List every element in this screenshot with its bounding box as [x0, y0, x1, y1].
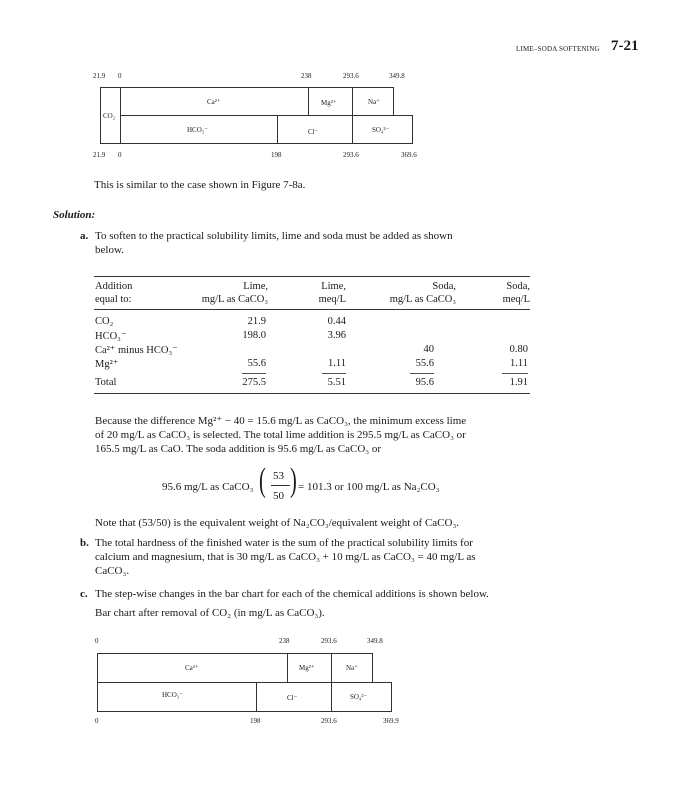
- equation-right: = 101.3 or 100 mg/L as Na₂CO₃: [298, 481, 440, 493]
- table-header: Soda,: [506, 281, 530, 292]
- sum-rule: [502, 373, 528, 374]
- row-cell: 198.0: [242, 330, 266, 341]
- chart2-hco3-cl-divider: [256, 682, 257, 712]
- row-label: HCO₃⁻: [95, 331, 127, 342]
- row-cell: 5.51: [327, 377, 346, 388]
- table-header: Lime,: [243, 281, 268, 292]
- table-header: equal to:: [95, 294, 132, 305]
- chart2-mg-label: Mg²⁺: [299, 664, 315, 672]
- chart1-top-tick: 0: [118, 72, 122, 80]
- table-header: Addition: [95, 281, 133, 292]
- chart2-bottom-tick: 293.6: [321, 717, 337, 725]
- equation-paren-open: (: [259, 462, 266, 499]
- row-label: Mg²⁺: [95, 359, 119, 370]
- row-cell: 21.9: [247, 316, 266, 327]
- table-bottom-rule: [94, 393, 530, 394]
- row-cell: 3.96: [327, 330, 346, 341]
- table-header-rule: [94, 309, 530, 310]
- chart2-top-tick: 349.8: [367, 637, 383, 645]
- diff-para-line: 165.5 mg/L as CaO. The soda addition is 95.6 mg/L as CaCO₃ or: [95, 443, 382, 455]
- equation-fraction-bar: [271, 485, 290, 486]
- chart1-top-tick: 349.8: [389, 72, 405, 80]
- chart1-na-label: Na⁺: [368, 98, 380, 106]
- chart1-bottom-tick: 369.6: [401, 151, 417, 159]
- chart1-cl-so4-divider: [352, 115, 353, 144]
- chart2-anion-bar: [97, 682, 392, 712]
- chart1-hco3-cl-divider: [277, 115, 278, 144]
- table-header: meq/L: [502, 294, 530, 305]
- chart2-cl-label: Cl⁻: [287, 694, 298, 702]
- solution-heading: Solution:: [53, 209, 96, 221]
- part-a-line: To soften to the practical solubility limits, lime and soda must be added as shown: [95, 230, 453, 242]
- chart1-bottom-tick: 198: [271, 151, 282, 159]
- part-b-line: calcium and magnesium, that is 30 mg/L as CaCO₃ + 10 mg/L as CaCO₃ = 40 mg/L as: [95, 551, 476, 563]
- row-label: Total: [95, 377, 117, 388]
- part-a-line: below.: [95, 244, 124, 256]
- part-a-label: a.: [80, 230, 89, 242]
- row-cell: 0.80: [509, 344, 528, 355]
- sum-rule: [242, 373, 266, 374]
- chart2-cl-so4-divider: [331, 682, 332, 712]
- chart1-ca-mg-divider: [308, 87, 309, 116]
- chart1-mg-na-divider: [352, 87, 353, 116]
- chart2-bottom-tick: 369.9: [383, 717, 399, 725]
- row-label: Ca²⁺ minus HCO₃⁻: [95, 345, 178, 356]
- equation-numerator: 53: [273, 470, 284, 482]
- running-title: LIME–SODA SOFTENING: [516, 45, 600, 53]
- row-label: CO₂: [95, 316, 114, 327]
- chart2-mg-na-divider: [331, 653, 332, 683]
- row-cell: 1.11: [328, 358, 346, 369]
- equation-left: 95.6 mg/L as CaCO₃: [162, 481, 254, 493]
- chart1-top-tick: 293.6: [343, 72, 359, 80]
- chart1-co2-label: CO₂: [103, 112, 116, 120]
- row-cell: 1.91: [509, 377, 528, 388]
- chart1-top-tick: 238: [301, 72, 312, 80]
- equation-denominator: 50: [273, 490, 284, 502]
- similar-text: This is similar to the case shown in Figure 7-8a.: [94, 179, 306, 191]
- row-cell: 1.11: [510, 358, 528, 369]
- note-text: Note that (53/50) is the equivalent weight of Na₂CO₃/equivalent weight of CaCO₃.: [95, 517, 460, 529]
- chart1-hco3-label: HCO₃⁻: [187, 126, 208, 134]
- row-cell: 95.6: [415, 377, 434, 388]
- chart1-cl-label: Cl⁻: [308, 128, 319, 136]
- chart2-top-tick: 238: [279, 637, 290, 645]
- chart2-ca-label: Ca²⁺: [185, 664, 199, 672]
- page-number: 7-21: [611, 38, 639, 54]
- table-header: mg/L as CaCO₃: [389, 294, 456, 305]
- part-b-line: CaCO₃.: [95, 565, 130, 577]
- diff-para-line: of 20 mg/L as CaCO₃ is selected. The total lime addition is 295.5 mg/L as CaCO₃ or: [95, 429, 466, 441]
- table-header: Lime,: [321, 281, 346, 292]
- row-cell: 55.6: [247, 358, 266, 369]
- chart1-bottom-tick: 21.9: [93, 151, 106, 159]
- sum-rule: [410, 373, 434, 374]
- chart2-bottom-tick: 198: [250, 717, 261, 725]
- chart1-mg-label: Mg²⁺: [321, 99, 337, 107]
- equation-paren-close: ): [290, 462, 297, 499]
- chart1-top-tick: 21.9: [93, 72, 106, 80]
- part-b-label: b.: [80, 537, 89, 549]
- table-header: meq/L: [318, 294, 346, 305]
- chart2-na-label: Na⁺: [346, 664, 358, 672]
- chart2-top-tick: 0: [95, 637, 99, 645]
- part-c-line: The step-wise changes in the bar chart for each of the chemical additions is shown below.: [95, 588, 489, 600]
- row-cell: 55.6: [415, 358, 434, 369]
- row-cell: 0.44: [327, 316, 346, 327]
- chart2-ca-mg-divider: [287, 653, 288, 683]
- table-top-rule: [94, 276, 530, 277]
- chart2-bottom-tick: 0: [95, 717, 99, 725]
- diff-para-line: Because the difference Mg²⁺ − 40 = 15.6 mg/L as CaCO₃, the minimum excess lime: [95, 415, 467, 427]
- part-c-line: Bar chart after removal of CO₂ (in mg/L as CaCO₃).: [95, 607, 325, 619]
- row-cell: 275.5: [242, 377, 266, 388]
- chart1-so4-label: SO₄²⁻: [372, 126, 390, 134]
- chart1-bottom-tick: 0: [118, 151, 122, 159]
- row-cell: 40: [423, 344, 434, 355]
- sum-rule: [322, 373, 346, 374]
- table-header: mg/L as CaCO₃: [201, 294, 268, 305]
- chart1-bottom-tick: 293.6: [343, 151, 359, 159]
- part-c-label: c.: [80, 588, 88, 600]
- part-b-line: The total hardness of the finished water is the sum of the practical solubility limits for: [95, 537, 473, 549]
- chart1-ca-label: Ca²⁺: [207, 98, 221, 106]
- chart2-so4-label: SO₄²⁻: [350, 693, 368, 701]
- chart1-anion-bar: [120, 115, 413, 144]
- chart2-hco3-label: HCO₃⁻: [162, 691, 183, 699]
- table-header: Soda,: [432, 281, 456, 292]
- chart2-top-tick: 293.6: [321, 637, 337, 645]
